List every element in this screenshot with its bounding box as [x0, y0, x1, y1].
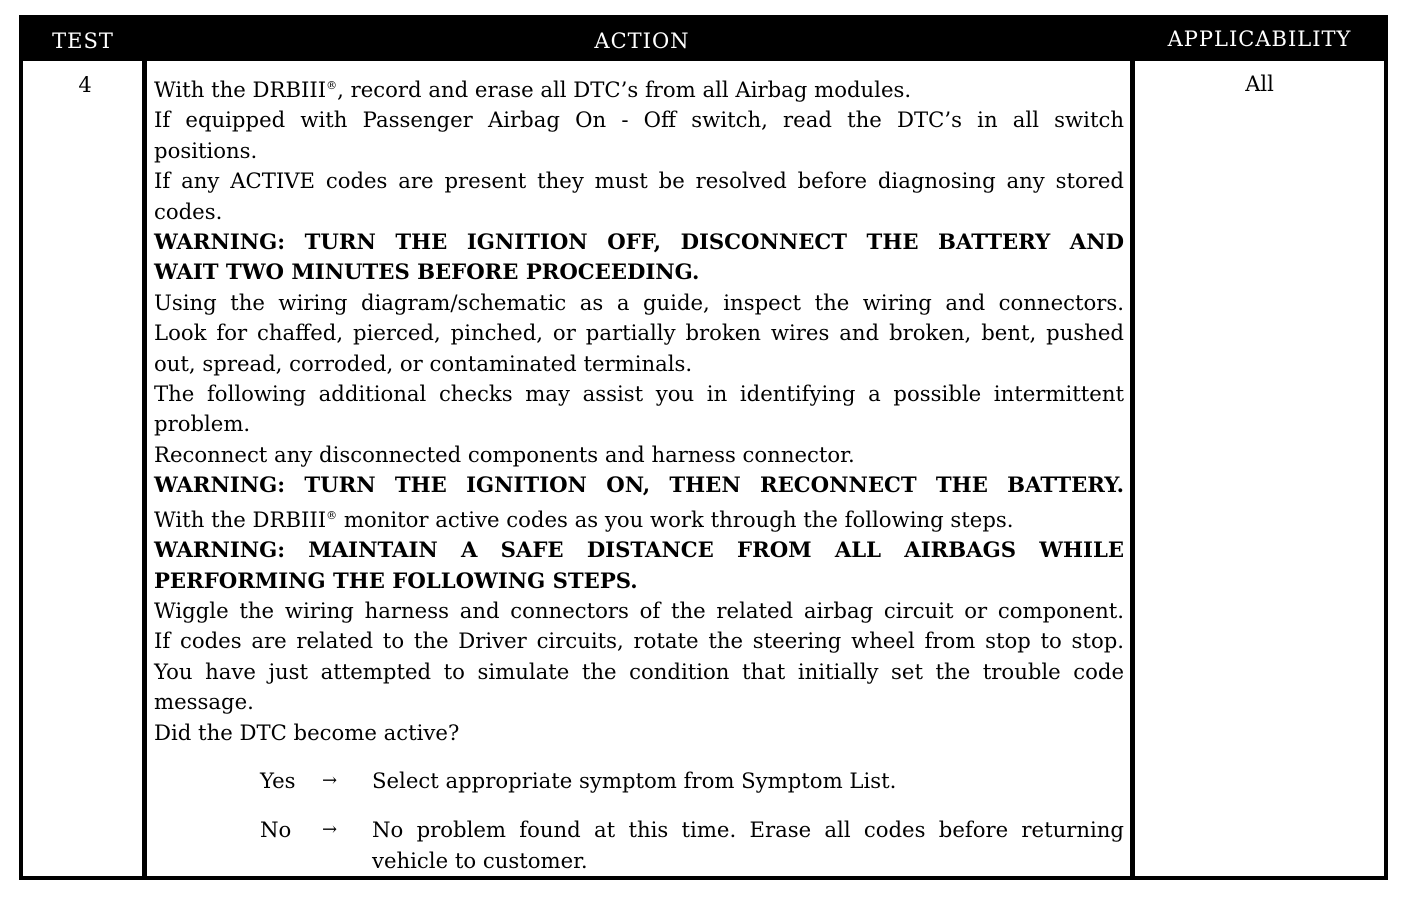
action-line: You have just attempted to simulate the condition that initially set the trouble code: [154, 658, 1124, 684]
header-applicability: APPLICABILITY: [1167, 27, 1352, 51]
answer-text: No problem found at this time. Erase all codes before returning: [372, 817, 1124, 843]
warning-line: WARNING: TURN THE IGNITION OFF, DISCONNECT THE BATTERY AND: [154, 229, 1124, 255]
action-line: message.: [154, 689, 254, 715]
warning-line: WARNING: MAINTAIN A SAFE DISTANCE FROM ALL AIRBAGS WHILE: [154, 537, 1124, 563]
action-line: If equipped with Passenger Airbag On - Off switch, read the DTC’s in all switch: [154, 107, 1124, 133]
answer-label: Yes: [260, 767, 296, 793]
answer-label: No: [260, 817, 292, 843]
answer-text: Select appropriate symptom from Symptom List.: [372, 767, 897, 793]
answer-text: vehicle to customer.: [372, 847, 588, 873]
registered-mark: ®: [326, 508, 338, 522]
column-divider: [142, 61, 147, 876]
action-line: Reconnect any disconnected components and harness connector.: [154, 441, 855, 467]
header-action: ACTION: [594, 29, 690, 53]
action-cell: [154, 71, 1124, 873]
action-line: With the DRBIII®, record and erase all DTC’s from all Airbag modules.: [154, 77, 912, 102]
test-number: 4: [78, 73, 92, 97]
registered-mark: ®: [326, 79, 338, 92]
action-line: If codes are related to the Driver circuits, rotate the steering wheel from stop to stop.: [154, 628, 1124, 654]
action-line: codes.: [154, 198, 223, 224]
action-line: positions.: [154, 137, 258, 163]
column-divider: [1130, 61, 1135, 876]
arrow-right-icon: →: [322, 769, 338, 791]
table-header: [23, 19, 1384, 61]
answer-list: [154, 766, 1124, 873]
action-line: The following additional checks may assist you in identifying a possible intermittent: [154, 381, 1124, 407]
action-line: With the DRBIII® monitor active codes as you work through the following steps.: [154, 506, 1014, 532]
warning-line: WAIT TWO MINUTES BEFORE PROCEEDING.: [154, 259, 700, 285]
question-line: Did the DTC become active?: [154, 719, 460, 745]
action-line: Wiggle the wiring harness and connectors of the related airbag circuit or component.: [154, 597, 1124, 623]
arrow-right-icon: →: [322, 819, 338, 841]
header-test: TEST: [52, 29, 114, 53]
action-line: Look for chaffed, pierced, pinched, or partially broken wires and broken, bent, pushed: [154, 320, 1124, 346]
warning-line: WARNING: TURN THE IGNITION ON, THEN RECONNECT THE BATTERY.: [154, 472, 1124, 498]
answer-yes: [154, 766, 1124, 796]
applicability-value: All: [1245, 72, 1274, 96]
action-line: If any ACTIVE codes are present they must be resolved before diagnosing any stored: [154, 168, 1124, 194]
action-line: out, spread, corroded, or contaminated terminals.: [154, 350, 693, 376]
action-line: Using the wiring diagram/schematic as a guide, inspect the wiring and connectors.: [154, 289, 1124, 315]
procedure-table: [19, 15, 1388, 880]
action-line: problem.: [154, 411, 251, 437]
warning-line: PERFORMING THE FOLLOWING STEPS.: [154, 567, 638, 593]
answer-no: [154, 815, 1124, 873]
